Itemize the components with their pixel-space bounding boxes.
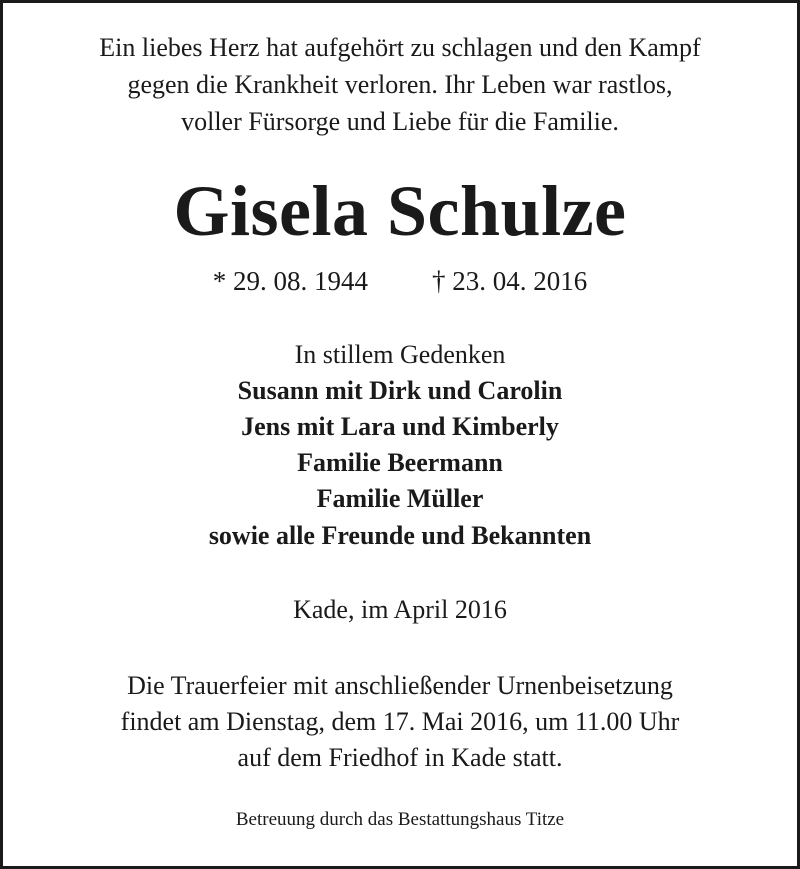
mourner-line: Familie Beermann — [297, 448, 503, 477]
funeral-line-1: Die Trauerfeier mit anschließender Urnenbeisetzung — [127, 671, 673, 700]
funeral-line-2: findet am Dienstag, dem 17. Mai 2016, um 11.00 Uhr — [120, 707, 680, 736]
intro-line-2: gegen die Krankheit verloren. Ihr Leben war rastlos, — [127, 70, 673, 99]
place-date: Kade, im April 2016 — [293, 595, 507, 624]
mourning-lead: In stillem Gedenken — [294, 340, 506, 369]
mourner-line: sowie alle Freunde und Bekannten — [208, 521, 592, 550]
intro-line-3: voller Fürsorge und Liebe für die Familie. — [181, 107, 619, 136]
death-date: † 23. 04. 2016 — [432, 266, 588, 296]
undertaker-credit: Betreuung durch das Bestattungshaus Titze — [235, 809, 565, 830]
birth-date: * 29. 08. 1944 — [212, 266, 368, 296]
funeral-line-3: auf dem Friedhof in Kade statt. — [237, 743, 563, 772]
life-dates — [3, 268, 797, 295]
intro-line-1: Ein liebes Herz hat aufgehört zu schlagen und den Kampf — [99, 33, 701, 62]
deceased-name: Gisela Schulze — [173, 171, 627, 251]
mourner-line: Jens mit Lara und Kimberly — [241, 412, 559, 441]
mourner-line: Susann mit Dirk und Carolin — [237, 376, 563, 405]
mourner-line: Familie Müller — [316, 484, 484, 513]
